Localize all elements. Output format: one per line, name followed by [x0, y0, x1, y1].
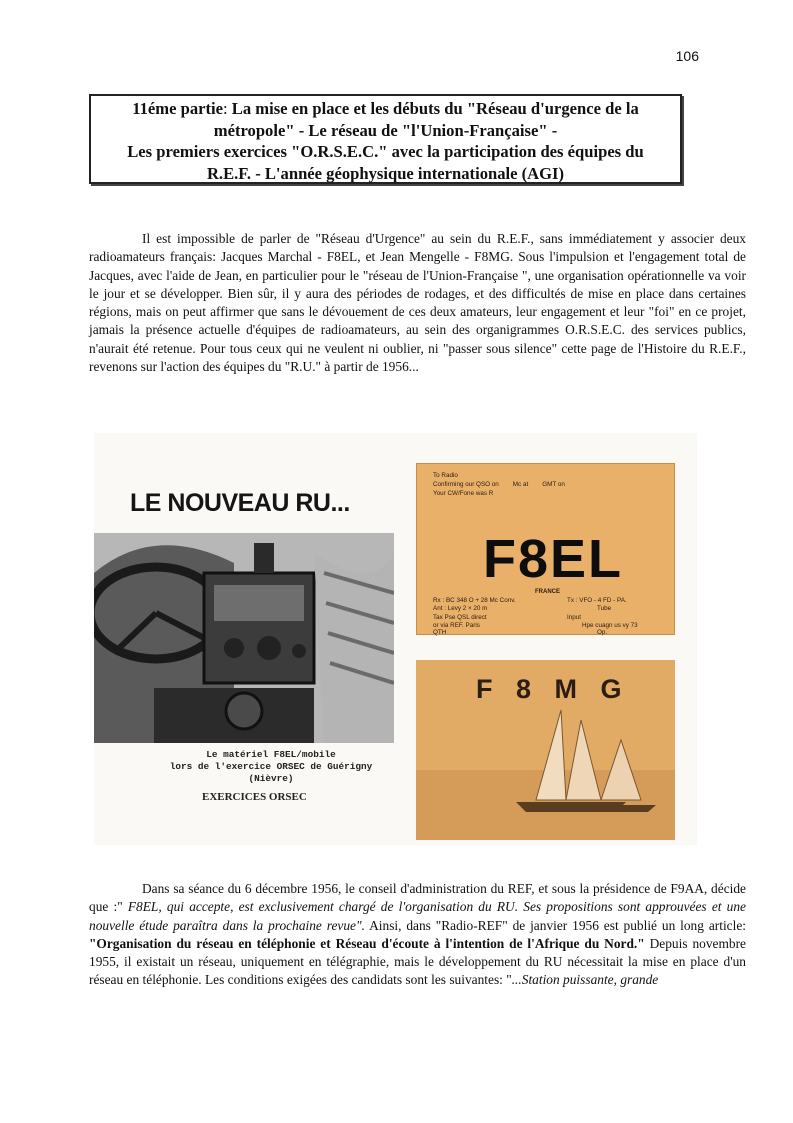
title-part-label: 11éme partie [132, 99, 223, 118]
figure-caption-heading: EXERCICES ORSEC [202, 791, 307, 803]
intro-paragraph: Il est impossible de parler de "Réseau d'Urgence" au sein du R.E.F., sans immédiatement y associer deux radioamateurs français: Jacques Marchal - F8EL, et Jean Mengelle - F8MG. Sous l'impulsion et l'engagement total de Jacques, avec l'aide de Jean, en particulier pour le "réseau de l'Union-Française ", une organisation opérationnelle va voir le jour et se développer. Bien sûr, il y aura des périodes de rodages, et des difficultés de mise en place dans certaines régions, mais on peut affirmer que sans le dévouement de ces deux amateurs, leur engagement et leur "foi" en ce projet, jamais la présence actuelle d'équipes de radioamateurs, au sein des organigrammes O.R.S.E.C. des services publics, n'aurait été retenue. Pour tous ceux qui ne veulent ni oublier, ni "passer sous silence" cette page de l'Histoire du R.E.F., revenons sur l'action des équipes du "R.U." à partir de 1956... [89, 231, 746, 375]
qsl-card-f8el [416, 463, 675, 635]
qsl-tax: Tax Pse QSL direct [433, 614, 487, 621]
qsl-op: Op. [597, 629, 608, 636]
caption-line-2: lors de l'exercice ORSEC de Guérigny (Nièvre) [169, 761, 373, 784]
qsl2-callsign: F 8 M G [476, 674, 630, 704]
qsl-qth: QTH [433, 629, 447, 636]
qsl-tx: Tx : VFO - 4 FD - PA. [567, 597, 627, 604]
qsl-country: FRANCE [535, 589, 560, 595]
chapter-title-box [89, 94, 682, 184]
title-line-1: 11éme partie: La mise en place et les débuts du "Réseau d'urgence de la [132, 99, 639, 118]
mobile-radio-photo [94, 533, 394, 743]
title-line-4: R.E.F. - L'année géophysique internationale (AGI) [206, 163, 565, 183]
figure-caption [146, 749, 396, 785]
qsl-cw-fone: Your CW/Fone was R [433, 490, 494, 497]
qsl-via: or via REF. Paris [433, 622, 480, 629]
qsl-input: Input [567, 614, 582, 621]
qsl-callsign: F8EL [483, 529, 624, 589]
qsl-rx: Rx : BC 348 O + 28 Mc Conv. [433, 597, 516, 604]
page-number: 106 [675, 48, 699, 64]
title-line1-rest: La mise en place et les débuts du "Réseau d'urgence de la [231, 99, 639, 118]
qsl-ant: Ant : Levy 2 × 20 m [433, 605, 488, 612]
qsl-to-radio: To Radio [433, 472, 458, 479]
qsl-hpe: Hpe cuagn us vy 73 [582, 622, 638, 629]
qsl-card-f8mg [416, 660, 675, 840]
caption-line-1: Le matériel F8EL/mobile [206, 749, 336, 760]
title-line-3: Les premiers exercices "O.R.S.E.C." avec la participation des équipes du [127, 142, 644, 161]
title-line-2: métropole" - Le réseau de "l'Union-Française" - [213, 120, 558, 140]
figure-headline: LE NOUVEAU RU... [130, 489, 350, 517]
scanned-figure [94, 433, 697, 845]
qsl-tube: Tube [597, 605, 612, 612]
second-paragraph: Dans sa séance du 6 décembre 1956, le conseil d'administration du REF, et sous la présidence de F9AA, décide que :" F8EL, qui accepte, est exclusivement chargé de l'organisation du RU. Ses propositions sont approuvées et une nouvelle étude paraîtra dans la prochaine revue". Ainsi, dans "Radio-REF" de janvier 1956 est publié un long article: "Organisation du réseau en téléphonie et Réseau d'écoute à l'intention de l'Afrique du Nord." Depuis novembre 1955, il existait un réseau, uniquement en télégraphie, mais le développement du RU nécessitait la mise en place d'un réseau en téléphonie. Les conditions exigées des candidats sont les suivantes: "...Station puissante, grande [89, 881, 746, 988]
qsl-confirm-line: Confirming our QSO on Mc at GMT on [433, 481, 565, 488]
